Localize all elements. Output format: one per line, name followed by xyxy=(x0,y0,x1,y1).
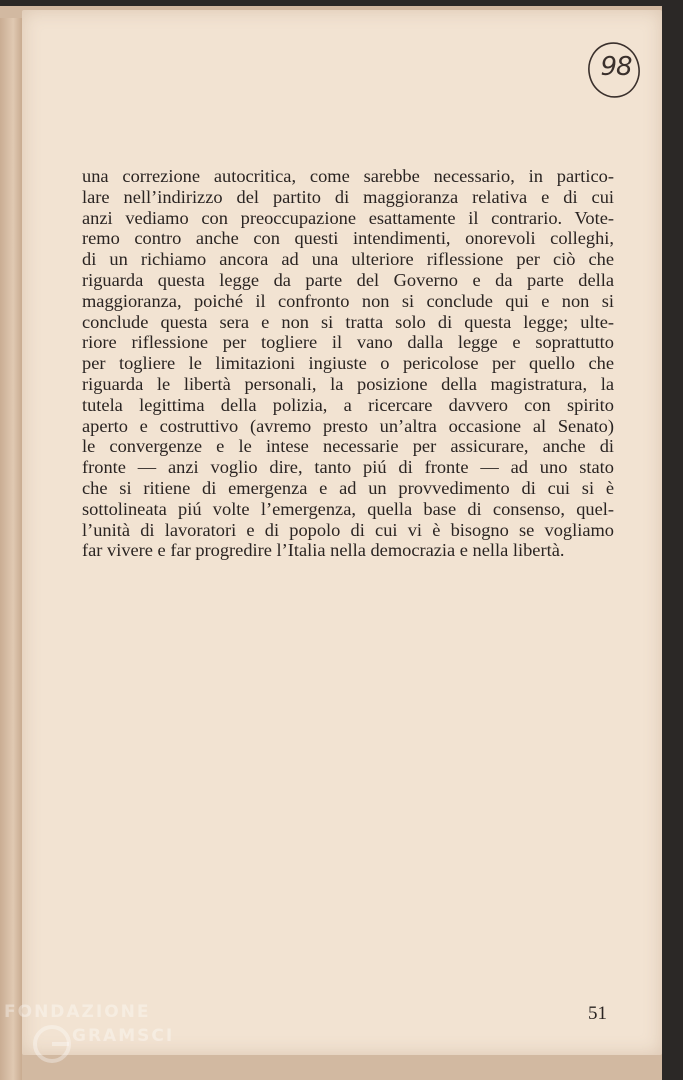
text-line: lare nell’indirizzo del partito di maggioranza relativa e di cui xyxy=(82,186,614,207)
text-line: maggioranza, poiché il confronto non si conclude qui e non si xyxy=(82,290,614,311)
text-line: remo contro anche con questi intendimenti, onorevoli colleghi, xyxy=(82,228,614,249)
watermark xyxy=(4,1002,174,1072)
text-line: una correzione autocritica, come sarebbe necessario, in partico- xyxy=(82,166,614,186)
text-line: aperto e costruttivo (avremo presto un’altra occasione al Senato) xyxy=(82,415,614,436)
text-line: le convergenze e le intese necessarie per assicurare, anche di xyxy=(82,436,614,457)
text-line: conclude questa sera e non si tratta solo di questa legge; ulte- xyxy=(82,311,614,332)
text-line: anzi vediamo con preoccupazione esattamente il contrario. Vote- xyxy=(82,207,614,228)
text-line: fronte — anzi voglio dire, tanto piú di fronte — ad uno stato xyxy=(82,457,614,478)
text-line: che si ritiene di emergenza e ad un provvedimento di cui si è xyxy=(82,477,614,498)
text-line: riguarda le libertà personali, la posizione della magistratura, la xyxy=(82,373,614,394)
page-folio: 51 xyxy=(588,1003,607,1024)
watermark-line2: GRAMSCI xyxy=(72,1026,175,1046)
text-line: l’unità di lavoratori e di popolo di cui vi è bisogno se vogliamo xyxy=(82,519,614,540)
left-page-edge xyxy=(0,18,22,1080)
text-line: riore riflessione per togliere il vano dalla legge e soprattutto xyxy=(82,332,614,353)
handwritten-number: 98 xyxy=(600,52,632,82)
text-line: sottolineata piú volte l’emergenza, quella base di consenso, quel- xyxy=(82,498,614,519)
fondazione-logo-icon xyxy=(30,1022,74,1066)
text-line: di un richiamo ancora ad una ulteriore riflessione per ciò che xyxy=(82,249,614,270)
text-line: riguarda questa legge da parte del Governo e da parte della xyxy=(82,269,614,290)
watermark-line1: FONDAZIONE xyxy=(4,1002,151,1022)
text-line: per togliere le limitazioni ingiuste o pericolose per quello che xyxy=(82,353,614,374)
text-line: far vivere e far progredire l’Italia nella democrazia e nella libertà. xyxy=(82,540,565,561)
handwritten-page-number xyxy=(586,40,642,100)
book-page xyxy=(22,10,662,1055)
text-line: tutela legittima della polizia, a ricercare davvero con spirito xyxy=(82,394,614,415)
body-paragraph xyxy=(82,166,614,561)
